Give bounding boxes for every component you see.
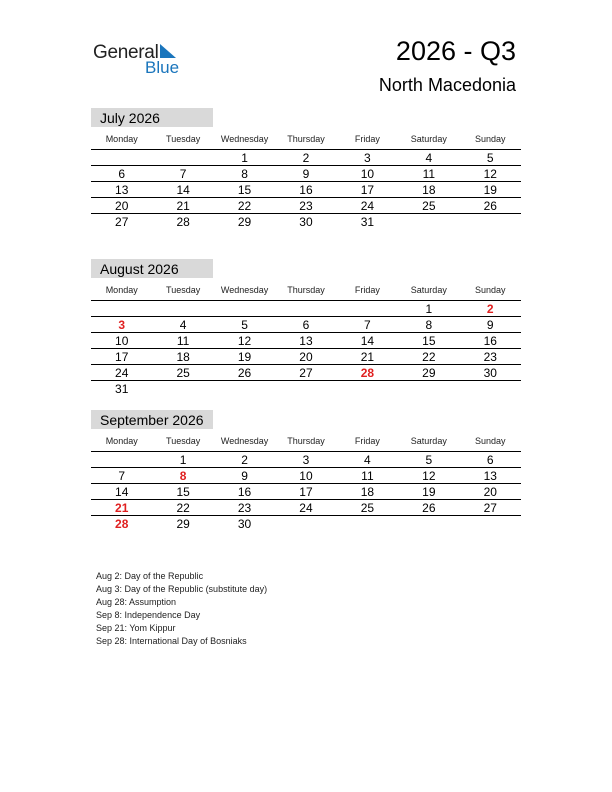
day-cell: 27 — [115, 215, 129, 229]
day-cell: 9 — [302, 167, 310, 181]
day-cell: 20 — [299, 350, 313, 364]
day-cell: 8 — [179, 469, 187, 483]
day-cell — [91, 452, 152, 467]
weekday-header — [91, 280, 521, 301]
day-cell: 11 — [176, 334, 190, 348]
logo — [93, 40, 193, 80]
day-cell: 2 — [241, 453, 248, 467]
day-cell: 12 — [237, 334, 252, 348]
day-cell: 24 — [299, 501, 313, 515]
day-cell: 20 — [115, 199, 129, 213]
week-row — [91, 484, 521, 500]
week-row — [91, 214, 521, 230]
month-title: July 2026 — [91, 108, 213, 127]
day-cell: 7 — [118, 469, 126, 483]
day-cell: 11 — [422, 167, 436, 181]
day-cell — [398, 381, 459, 397]
day-cell: 3 — [364, 151, 371, 165]
week-row — [91, 182, 521, 198]
day-cell: 4 — [425, 151, 433, 165]
weekday-label: Sunday — [474, 285, 506, 295]
day-cell: 10 — [299, 469, 313, 483]
day-cell — [398, 516, 459, 532]
day-cell: 21 — [115, 501, 129, 515]
holiday-note: Sep 21: Yom Kippur — [96, 623, 176, 633]
day-cell: 5 — [486, 151, 494, 165]
weeks — [91, 452, 521, 532]
day-cell: 27 — [299, 366, 313, 380]
page-title: 2026 - Q3 — [395, 36, 516, 66]
day-cell — [275, 381, 336, 397]
day-cell: 4 — [364, 453, 371, 467]
weekday-label: Sunday — [474, 134, 506, 144]
weekday-label: Friday — [354, 134, 380, 144]
day-cell: 14 — [176, 183, 190, 197]
day-cell: 28 — [176, 215, 190, 229]
day-cell: 15 — [176, 485, 190, 499]
weekday-label: Friday — [354, 285, 380, 295]
day-cell: 10 — [360, 167, 375, 181]
day-cell: 29 — [176, 517, 190, 531]
day-cell: 19 — [237, 350, 252, 364]
day-cell: 6 — [486, 453, 494, 467]
day-cell: 26 — [237, 366, 252, 380]
day-cell: 22 — [422, 350, 436, 364]
day-cell: 13 — [483, 469, 497, 483]
weekday-label: Thursday — [287, 134, 325, 144]
day-cell: 15 — [237, 183, 252, 197]
month-september — [91, 410, 521, 532]
weekday-label: Tuesday — [166, 436, 201, 446]
week-row — [91, 150, 521, 166]
day-cell: 7 — [364, 318, 371, 332]
holiday-note: Aug 28: Assumption — [96, 597, 177, 607]
day-cell: 15 — [422, 334, 436, 348]
week-row — [91, 317, 521, 333]
day-cell: 20 — [483, 485, 497, 499]
day-cell: 25 — [176, 366, 190, 380]
day-cell: 3 — [302, 453, 310, 467]
weekday-header — [91, 431, 521, 452]
week-row — [91, 365, 521, 381]
day-cell: 2 — [486, 302, 494, 316]
week-row — [91, 166, 521, 182]
month-title: August 2026 — [91, 259, 213, 278]
day-cell: 30 — [237, 517, 252, 531]
day-cell: 2 — [302, 151, 310, 165]
day-cell — [460, 381, 521, 397]
week-row — [91, 349, 521, 365]
day-cell: 28 — [115, 517, 129, 531]
day-cell: 1 — [241, 151, 248, 165]
day-cell: 22 — [237, 199, 252, 213]
day-cell: 16 — [237, 485, 252, 499]
country-name: North Macedonia — [378, 75, 516, 95]
day-cell: 8 — [241, 167, 248, 181]
day-cell: 10 — [115, 334, 129, 348]
day-cell: 18 — [360, 485, 375, 499]
holiday-notes — [96, 570, 267, 648]
day-cell — [337, 381, 398, 397]
day-cell: 18 — [422, 183, 436, 197]
day-cell — [398, 214, 459, 230]
day-cell: 30 — [483, 366, 497, 380]
day-cell: 12 — [422, 469, 436, 483]
weekday-label: Monday — [105, 285, 138, 295]
day-cell: 17 — [115, 350, 129, 364]
weekday-label: Wednesday — [220, 285, 269, 295]
day-cell: 17 — [360, 183, 375, 197]
holiday-note: Sep 8: Independence Day — [96, 610, 201, 620]
day-cell: 6 — [118, 167, 126, 181]
month-august — [91, 259, 521, 397]
weekday-label: Tuesday — [166, 285, 201, 295]
day-cell — [152, 381, 213, 397]
day-cell: 24 — [115, 366, 129, 380]
day-cell: 7 — [179, 167, 187, 181]
day-cell: 18 — [176, 350, 190, 364]
weeks — [91, 301, 521, 397]
week-row — [91, 452, 521, 468]
day-cell: 8 — [425, 318, 433, 332]
day-cell: 19 — [483, 183, 497, 197]
week-row — [91, 516, 521, 532]
day-cell: 31 — [115, 382, 129, 396]
weekday-label: Saturday — [410, 285, 447, 295]
day-cell: 22 — [176, 501, 190, 515]
weekday-label: Sunday — [474, 436, 506, 446]
day-cell: 26 — [483, 199, 497, 213]
day-cell: 14 — [360, 334, 375, 348]
day-cell: 12 — [483, 167, 497, 181]
day-cell — [460, 516, 521, 532]
logo-word-general: General — [93, 42, 159, 63]
day-cell: 11 — [361, 469, 374, 483]
day-cell: 23 — [237, 501, 252, 515]
day-cell: 28 — [360, 366, 375, 380]
day-cell: 16 — [299, 183, 313, 197]
weekday-label: Monday — [105, 134, 138, 144]
holiday-note: Sep 28: International Day of Bosniaks — [96, 636, 247, 646]
week-row — [91, 198, 521, 214]
day-cell: 30 — [299, 215, 313, 229]
day-cell: 14 — [115, 485, 129, 499]
weekday-label: Thursday — [287, 436, 325, 446]
day-cell: 13 — [299, 334, 313, 348]
day-cell: 19 — [422, 485, 436, 499]
day-cell: 31 — [360, 215, 375, 229]
holiday-note: Aug 3: Day of the Republic (substitute day) — [96, 584, 268, 594]
day-cell — [214, 301, 275, 316]
week-row — [91, 468, 521, 484]
weekday-label: Wednesday — [220, 134, 269, 144]
day-cell: 21 — [360, 350, 375, 364]
weekday-label: Monday — [105, 436, 138, 446]
day-cell: 13 — [115, 183, 129, 197]
week-row — [91, 381, 521, 397]
day-cell: 27 — [483, 501, 497, 515]
day-cell — [214, 381, 275, 397]
day-cell: 16 — [483, 334, 497, 348]
day-cell: 17 — [299, 485, 313, 499]
day-cell: 29 — [237, 215, 252, 229]
day-cell — [275, 301, 336, 316]
day-cell: 29 — [422, 366, 436, 380]
weekday-label: Friday — [354, 436, 380, 446]
day-cell — [152, 150, 213, 165]
week-row — [91, 333, 521, 349]
day-cell: 6 — [302, 318, 310, 332]
day-cell — [91, 150, 152, 165]
day-cell: 5 — [241, 318, 248, 332]
day-cell — [91, 301, 152, 316]
day-cell: 4 — [179, 318, 187, 332]
day-cell: 9 — [241, 469, 248, 483]
weekday-label: Thursday — [287, 285, 325, 295]
day-cell — [337, 516, 398, 532]
weekday-header — [91, 129, 521, 150]
logo-word-blue: Blue — [145, 58, 180, 77]
weekday-label: Saturday — [410, 134, 447, 144]
week-row — [91, 301, 521, 317]
day-cell: 25 — [422, 199, 436, 213]
day-cell — [337, 301, 398, 316]
day-cell: 24 — [360, 199, 375, 213]
day-cell: 9 — [486, 318, 494, 332]
day-cell: 26 — [422, 501, 436, 515]
week-row — [91, 500, 521, 516]
month-july — [91, 108, 521, 230]
day-cell — [275, 516, 336, 532]
day-cell: 1 — [179, 453, 187, 467]
day-cell: 23 — [483, 350, 497, 364]
weeks — [91, 150, 521, 230]
day-cell — [460, 214, 521, 230]
month-title: September 2026 — [91, 410, 213, 429]
day-cell: 25 — [360, 501, 375, 515]
holiday-note: Aug 2: Day of the Republic — [96, 571, 204, 581]
day-cell: 1 — [425, 302, 433, 316]
day-cell: 21 — [176, 199, 190, 213]
day-cell: 23 — [299, 199, 313, 213]
weekday-label: Tuesday — [166, 134, 201, 144]
weekday-label: Wednesday — [220, 436, 269, 446]
weekday-label: Saturday — [410, 436, 447, 446]
day-cell: 5 — [425, 453, 433, 467]
day-cell: 3 — [118, 318, 126, 332]
day-cell — [152, 301, 213, 316]
